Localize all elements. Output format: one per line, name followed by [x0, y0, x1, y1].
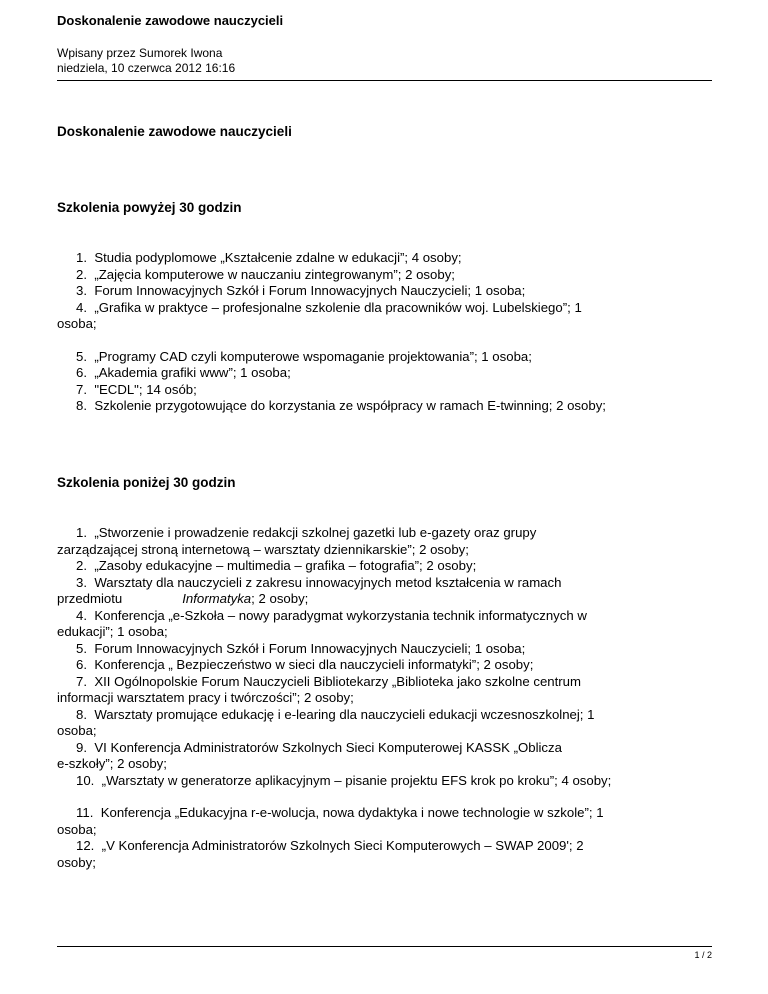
section-heading-under-30: Szkolenia poniżej 30 godzin	[57, 474, 236, 490]
footer-divider	[57, 946, 712, 947]
list-item: 11. Konferencja „Edukacyjna r-e-wolucja, nowa dydaktyka i nowe technologie w szkole”; 1 osoba;	[57, 805, 604, 837]
list-item: 8. Warsztaty promujące edukację i e-learing dla nauczycieli edukacji wczesnoszkolnej; 1 osoba;	[57, 706, 595, 738]
list-item: 10. „Warsztaty w generatorze aplikacyjnym – pisanie projektu EFS krok po kroku”; 4 osoby;	[76, 772, 612, 788]
list-over-30	[57, 250, 712, 415]
list-item: 5. „Programy CAD czyli komputerowe wspomaganie projektowania”; 1 osoba;	[76, 348, 532, 364]
list-item: 1. „Stworzenie i prowadzenie redakcji szkolnej gazetki lub e-gazety oraz grupy zarządzającej stroną internetową – warsztaty dziennikarskie”; 2 osoby;	[57, 525, 537, 557]
list-item: 4. Konferencja „e-Szkoła – nowy paradygmat wykorzystania technik informatycznych w edukacji”; 1 osoba;	[57, 607, 587, 639]
page-number: 1 / 2	[694, 950, 712, 960]
section-heading-over-30: Szkolenia powyżej 30 godzin	[57, 199, 242, 215]
list-item: 3. Forum Innowacyjnych Szkół i Forum Innowacyjnych Nauczycieli; 1 osoba;	[76, 283, 526, 298]
list-item: 2. „Zasoby edukacyjne – multimedia – grafika – fotografia”; 2 osoby;	[76, 558, 477, 573]
list-item: 6. „Akademia grafiki www”; 1 osoba;	[76, 365, 291, 380]
header-date: niedziela, 10 czerwca 2012 16:16	[57, 61, 236, 75]
list-under-30	[57, 525, 712, 871]
header-title: Doskonalenie zawodowe nauczycieli	[57, 13, 284, 28]
article-body	[57, 124, 712, 871]
list-item: 3. Warsztaty dla nauczycieli z zakresu innowacyjnych metod kształcenia w ramach przedmiotu Informatyka; 2 osoby;	[57, 574, 562, 606]
list-item: 7. XII Ogólnopolskie Forum Nauczycieli Bibliotekarzy „Biblioteka jako szkolne centrum informacji warsztatem pracy i twórczości”; 2 osoby;	[57, 673, 582, 705]
list-item: 8. Szkolenie przygotowujące do korzystania ze współpracy w ramach E-twinning; 2 osoby;	[76, 398, 606, 413]
list-item: 2. „Zajęcia komputerowe w nauczaniu zintegrowanym”; 2 osoby;	[76, 266, 455, 282]
list-item: 9. VI Konferencja Administratorów Szkolnych Sieci Komputerowej KASSK „Oblicza e-szkoły”; 2 osoby;	[57, 739, 562, 771]
header-author: Wpisany przez Sumorek Iwona	[57, 46, 223, 60]
list-spacer	[57, 789, 712, 805]
list-item: 1. Studia podyplomowe „Kształcenie zdalne w edukacji”; 4 osoby;	[76, 250, 462, 265]
list-item: 7. "ECDL"; 14 osób;	[76, 381, 197, 397]
section-spacer	[57, 415, 712, 475]
list-item: 4. „Grafika w praktyce – profesjonalne szkolenie dla pracowników woj. Lubelskiego”; 1 osoba;	[57, 299, 582, 331]
list-item: 6. Konferencja „ Bezpieczeństwo w sieci dla nauczycieli informatyki”; 2 osoby;	[76, 657, 534, 672]
list-item: 12. „V Konferencja Administratorów Szkolnych Sieci Komputerowych – SWAP 2009'; 2 osoby;	[57, 838, 584, 870]
list-item: 5. Forum Innowacyjnych Szkół i Forum Innowacyjnych Nauczycieli; 1 osoba;	[76, 640, 526, 656]
list-spacer	[57, 333, 712, 349]
article-title: Doskonalenie zawodowe nauczycieli	[57, 124, 292, 139]
header-divider	[57, 80, 712, 81]
header-meta	[57, 46, 235, 76]
